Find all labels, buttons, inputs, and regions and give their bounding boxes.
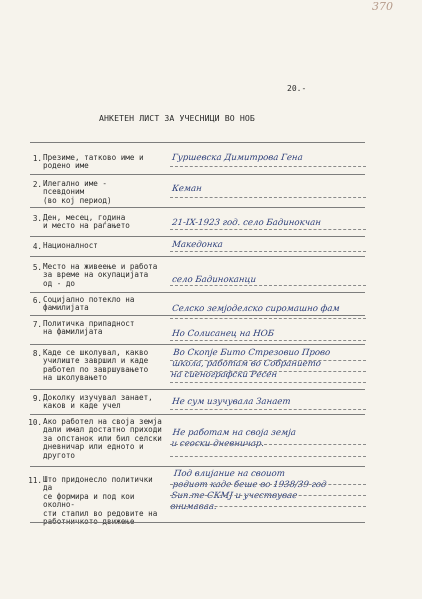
question-text: Националност xyxy=(43,241,98,250)
answer-underline xyxy=(170,456,366,457)
answer-underline xyxy=(170,409,366,410)
row-divider xyxy=(30,466,365,467)
question-text: Што придонесло политички да се формира и под кои околно- сти стапил во редовите на работничкото движење xyxy=(43,475,158,527)
answer-handwritten: Но Солисанец на НОБ xyxy=(171,329,275,339)
question-number: 6. xyxy=(32,296,42,305)
answer-underline xyxy=(170,382,366,383)
question-text: Политичка припадност на фамилијата xyxy=(43,319,135,337)
question-number: 2. xyxy=(32,180,42,189)
answer-underline xyxy=(170,506,366,507)
archive-number: 370 xyxy=(372,0,393,13)
table-top-rule xyxy=(30,142,365,143)
question-text: Место на живеење и работа за време на окупацијата од - до xyxy=(43,262,158,288)
answer-handwritten: Под влијание на своиот родиот каде беше во 1938/39 год Sun.те СКМЈ и учествувае внимаваа. xyxy=(169,469,327,512)
answer-underline xyxy=(170,251,366,252)
question-number: 1. xyxy=(32,154,42,163)
question-number: 10. xyxy=(28,418,42,427)
answer-underline xyxy=(170,340,366,341)
answer-underline xyxy=(170,197,366,198)
answer-handwritten: Во Скопје Бито Стрезовио Прово школа, работам во Собранието на сиенографски Ресен xyxy=(170,348,331,380)
answer-underline xyxy=(170,371,366,372)
row-divider xyxy=(30,344,365,345)
answer-handwritten: Не сум изучувала Занает xyxy=(171,397,292,407)
row-divider xyxy=(30,414,365,415)
row-divider xyxy=(30,207,365,208)
answer-underline xyxy=(170,229,366,230)
answer-underline xyxy=(170,484,366,485)
question-text: Ден, месец, година и место на раѓањето xyxy=(43,213,130,231)
question-text: Ако работел на своја земја дали имал достатно приходи за опстанок или бил селски дневничар или едното и другото xyxy=(43,417,162,460)
row-divider xyxy=(30,292,365,293)
answer-underline xyxy=(170,495,366,496)
question-number: 11. xyxy=(28,476,42,485)
row-divider xyxy=(30,174,365,175)
answer-handwritten: Гуршевска Димитрова Гена xyxy=(171,153,304,163)
page-number: 20.- xyxy=(287,84,307,93)
answer-handwritten: Кеман xyxy=(171,184,203,194)
question-text: Доколку изучувал занает, каков и каде учел xyxy=(43,393,153,411)
question-number: 8. xyxy=(32,349,42,358)
question-number: 5. xyxy=(32,263,42,272)
question-number: 7. xyxy=(32,320,42,329)
question-text: Социјално потекло на фамилијата xyxy=(43,295,135,313)
question-number: 9. xyxy=(32,394,42,403)
question-number: 3. xyxy=(32,214,42,223)
question-text: Илегално име - псевдоним (во кој период) xyxy=(43,179,112,205)
row-divider xyxy=(30,389,365,390)
answer-underline xyxy=(170,360,366,361)
question-text: Презиме, татково име и родено име xyxy=(43,153,144,171)
answer-underline xyxy=(170,318,366,319)
answer-handwritten: село Бадиноканци xyxy=(171,275,257,285)
question-number: 4. xyxy=(32,242,42,251)
answer-handwritten: Селско земјоделско сиромашно фам xyxy=(171,304,341,314)
answer-underline xyxy=(170,285,366,286)
answer-handwritten: Македонка xyxy=(171,240,224,250)
row-divider xyxy=(30,236,365,237)
row-divider xyxy=(30,256,365,257)
row-divider xyxy=(30,522,365,523)
answer-handwritten: 21-IX-1923 год. село Бадинокчан xyxy=(171,218,322,228)
page-title: АНКЕТЕН ЛИСТ ЗА УЧЕСНИЦИ ВО НОБ xyxy=(99,113,255,123)
question-text: Каде се школувал, какво училиште завршил и каде работел по завршувањето на школувањето xyxy=(43,348,149,383)
answer-handwritten: Не работам на своја земја и сеоски дневничар. xyxy=(170,428,297,449)
answer-underline xyxy=(170,444,366,445)
row-divider xyxy=(30,315,365,316)
answer-underline xyxy=(170,166,366,167)
